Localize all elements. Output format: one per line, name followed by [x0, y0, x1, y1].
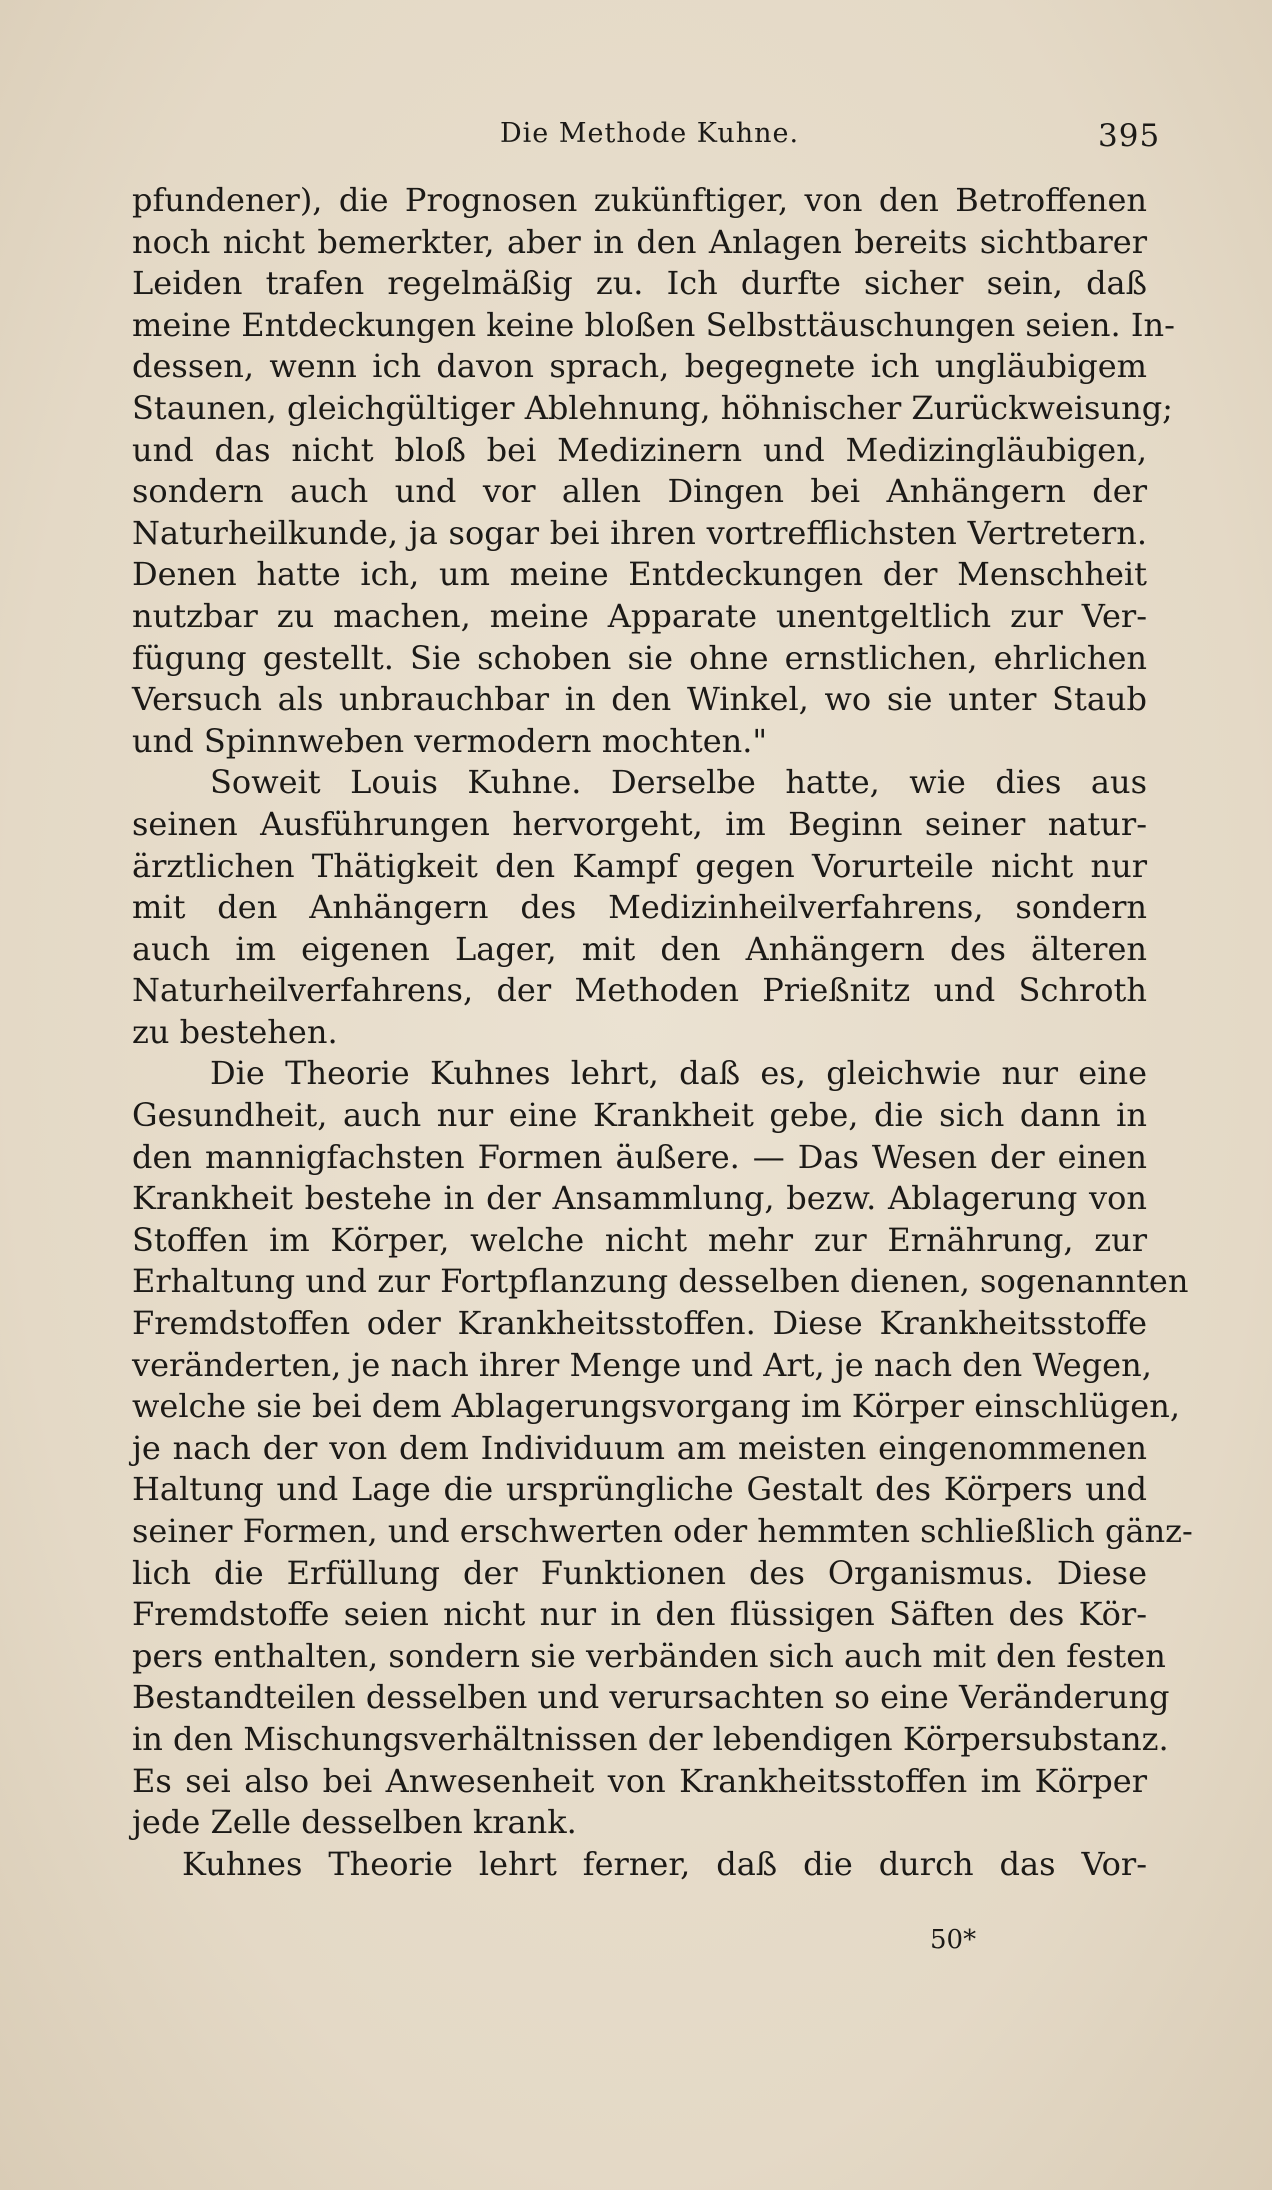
text-line: Bestandteilen desselben und verursachten so eine Veränderung: [132, 1678, 1170, 1717]
text-line: dessen, wenn ich davon sprach, begegnete ich ungläubigem: [132, 347, 1147, 386]
text-line: sondern auch und vor allen Dingen bei Anhängern der: [132, 472, 1147, 511]
text-line: den mannigfachsten Formen äußere. — Das Wesen der einen: [132, 1137, 1147, 1176]
text-line: Versuch als unbrauchbar in den Winkel, wo sie unter Staub: [132, 680, 1147, 719]
text-line: Denen hatte ich, um meine Entdeckungen der Menschheit: [132, 555, 1147, 594]
text-line: pers enthalten, sondern sie verbänden sich auch mit den festen: [132, 1636, 1166, 1675]
text-line: je nach der von dem Individuum am meisten eingenommenen: [132, 1428, 1147, 1467]
text-line: Kuhnes Theorie lehrt ferner, daß die durch das Vor-: [182, 1844, 1147, 1883]
running-title: Die Methode Kuhne.: [500, 118, 800, 149]
text-line: und Spinnweben vermodern mochten.": [132, 721, 768, 760]
text-line: seinen Ausführungen hervorgeht, im Beginn seiner natur-: [132, 804, 1147, 843]
text-line: welche sie bei dem Ablagerungsvorgang im Körper einschlügen,: [132, 1387, 1180, 1426]
body-text: [132, 180, 1193, 1885]
text-line: nutzbar zu machen, meine Apparate unentgeltlich zur Ver-: [132, 596, 1147, 635]
text-line: seiner Formen, und erschwerten oder hemmten schließlich gänz-: [132, 1512, 1193, 1550]
text-line: veränderten, je nach ihrer Menge und Art, je nach den Wegen,: [132, 1345, 1152, 1384]
page-number: 395: [1098, 118, 1161, 154]
text-line: Fremdstoffen oder Krankheitsstoffen. Diese Krankheitsstoffe: [132, 1304, 1147, 1343]
text-line: Gesundheit, auch nur eine Krankheit gebe, die sich dann in: [132, 1096, 1147, 1135]
text-line: Krankheit bestehe in der Ansammlung, bezw. Ablagerung von: [132, 1179, 1147, 1218]
text-line: meine Entdeckungen keine bloßen Selbsttäuschungen seien. In-: [132, 305, 1175, 344]
text-line: Staunen, gleichgültiger Ablehnung, höhnischer Zurückweisung;: [132, 388, 1173, 427]
running-head: [0, 118, 1272, 158]
text-line: noch nicht bemerkter, aber in den Anlagen bereits sichtbarer: [132, 222, 1147, 261]
text-line: lich die Erfüllung der Funktionen des Organismus. Diese: [132, 1553, 1147, 1592]
text-line: zu bestehen.: [132, 1012, 338, 1051]
text-line: Naturheilkunde, ja sogar bei ihren vortrefflichsten Vertretern.: [132, 513, 1147, 552]
text-line: Haltung und Lage die ursprüngliche Gestalt des Körpers und: [132, 1470, 1147, 1509]
text-line: Stoffen im Körper, welche nicht mehr zur Ernährung, zur: [132, 1220, 1147, 1259]
text-line: Fremdstoffe seien nicht nur in den flüssigen Säften des Kör-: [132, 1595, 1147, 1634]
text-line: Die Theorie Kuhnes lehrt, daß es, gleichwie nur eine: [210, 1054, 1147, 1093]
text-line: Erhaltung und zur Fortpflanzung desselben dienen, sogenannten: [132, 1262, 1189, 1301]
text-line: in den Mischungsverhältnissen der lebendigen Körpersubstanz.: [132, 1719, 1169, 1758]
text-line: Leiden trafen regelmäßig zu. Ich durfte sicher sein, daß: [132, 264, 1147, 303]
text-line: fügung gestellt. Sie schoben sie ohne ernstlichen, ehrlichen: [132, 638, 1147, 677]
text-line: pfundener), die Prognosen zukünftiger, von den Betroffenen: [132, 181, 1147, 219]
text-line: Naturheilverfahrens, der Methoden Prießnitz und Schroth: [132, 971, 1147, 1010]
text-line: ärztlichen Thätigkeit den Kampf gegen Vorurteile nicht nur: [132, 846, 1147, 885]
text-line: mit den Anhängern des Medizinheilverfahrens, sondern: [132, 888, 1147, 927]
printer-signature-mark: 50*: [930, 1925, 977, 1955]
text-line: jede Zelle desselben krank.: [132, 1803, 577, 1842]
text-line: Soweit Louis Kuhne. Derselbe hatte, wie dies aus: [210, 763, 1147, 802]
text-line: Es sei also bei Anwesenheit von Krankheitsstoffen im Körper: [132, 1761, 1147, 1800]
text-line: und das nicht bloß bei Medizinern und Medizingläubigen,: [132, 430, 1147, 469]
text-line: auch im eigenen Lager, mit den Anhängern des älteren: [132, 929, 1147, 968]
